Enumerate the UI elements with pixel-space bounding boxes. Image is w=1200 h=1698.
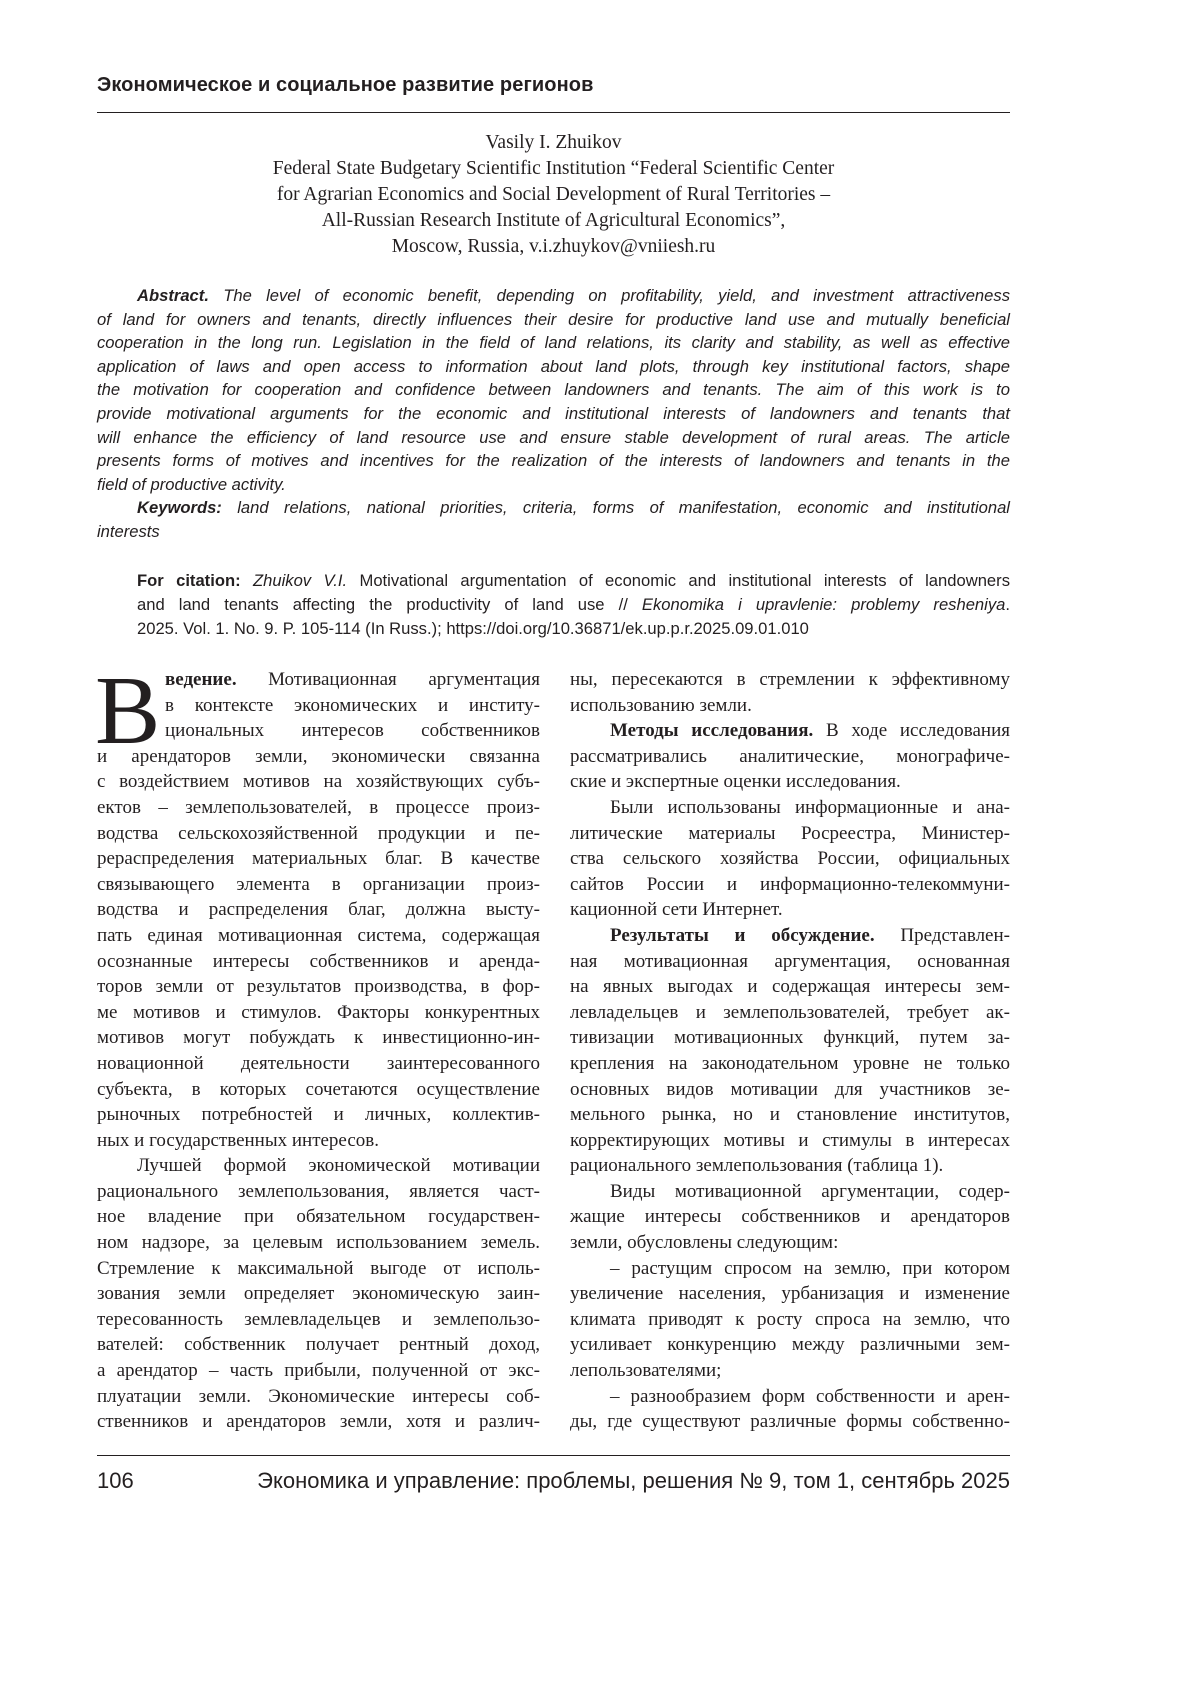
header-rule — [97, 112, 1010, 113]
text-run: ны, пересекаются в стремлении к эффективному — [570, 669, 1010, 690]
text-line — [570, 872, 1010, 898]
text-run: Мотивационная аргументация — [236, 669, 540, 690]
text-run: ственников и арендаторов земли, хотя и различ- — [97, 1411, 540, 1433]
text-run: application of laws and open access to information about land plots, through key institutional factors, shape — [97, 356, 1010, 376]
text-run: – разнообразием форм собственности и арен- — [610, 1385, 1010, 1407]
text-line — [97, 1077, 540, 1103]
text-line — [570, 846, 1010, 872]
text-line — [97, 1256, 540, 1282]
text-run: Лучшей формой экономической мотивации — [137, 1155, 540, 1177]
text-run: увеличение населения, урбанизация и изменение — [570, 1283, 1010, 1305]
text-run: зования земли определяет экономическую заин- — [97, 1283, 540, 1305]
text-line — [97, 1281, 540, 1307]
text-line — [137, 617, 1010, 641]
text-run: с воздействием мотивов на хозяйствующих субъ- — [97, 771, 540, 793]
text-line — [97, 284, 1010, 308]
text-line — [570, 1179, 1010, 1205]
text-line — [97, 1384, 540, 1410]
footer-rule — [97, 1455, 1010, 1456]
text-line — [97, 473, 1010, 497]
text-line — [97, 520, 1010, 544]
text-line — [570, 1384, 1010, 1410]
text-run: cooperation in the long run. Legislation in the field of land relations, its clarity and stability, as well as effective — [97, 333, 1010, 353]
text-run: использованию земли. — [570, 694, 752, 716]
text-line — [97, 1051, 540, 1077]
text-run: will enhance the efficiency of land resource use and ensure stable development of rural areas. The article — [97, 427, 1010, 447]
page-number: 106 — [97, 1468, 134, 1493]
text-line — [97, 1332, 540, 1358]
text-run: торов земли от результатов производства, в фор- — [97, 976, 540, 998]
text-line — [97, 1409, 540, 1435]
text-run: связывающего элемента в организации произ- — [97, 873, 540, 895]
author-block — [97, 130, 1010, 260]
text-line — [570, 693, 1010, 719]
text-run: плуатации земли. Экономические интересы соб- — [97, 1385, 540, 1407]
text-run: осознанные интересы собственников и аренда- — [97, 950, 540, 972]
text-line — [97, 449, 1010, 473]
text-line — [137, 569, 1010, 593]
text-run: мельного рынка, но и становление институтов, — [570, 1104, 1010, 1126]
text-run: Виды мотивационной аргументации, содер- — [610, 1180, 1010, 1202]
text-run: пать единая мотивационная система, содержащая — [97, 924, 540, 946]
text-run: 2025. Vol. 1. No. 9. P. 105-114 (In Russ.); https://doi.org/10.36871/ek.up.p.r.2025.09.01.010 — [137, 619, 809, 638]
text-run: Motivational argumentation of economic and institutional interests of landowners — [347, 571, 1010, 590]
text-run: The level of economic benefit, depending on profitability, yield, and investment attractiveness — [208, 286, 1010, 305]
text-run: левладельцев и землепользователей, требует ак- — [570, 1001, 1010, 1023]
text-run: ме мотивов и стимулов. Факторы конкурентных — [97, 1001, 540, 1023]
text-line — [570, 1102, 1010, 1128]
drop-cap: В — [95, 657, 161, 765]
text-line — [570, 744, 1010, 770]
text-run: тересованность землевладельцев и землепользо- — [97, 1308, 540, 1330]
text-run: и арендаторов земли, экономически связанна — [97, 745, 540, 767]
text-run: ства сельского хозяйства России, официальных — [570, 848, 1010, 870]
text-run: корректирующих мотивы и стимулы в интересах — [570, 1129, 1010, 1151]
text-run: provide motivational arguments for the economic and institutional interests of landowners and tenants that — [97, 403, 1010, 423]
text-run: and land tenants affecting the productivity of land use // — [137, 595, 642, 614]
citation — [137, 569, 1010, 641]
text-run: тивизации мотивационных функций, путем за- — [570, 1027, 1010, 1049]
text-line — [570, 897, 1010, 923]
text-run: ские и экспертные оценки исследования. — [570, 771, 901, 793]
text-line — [97, 872, 540, 898]
text-run: field of productive activity. — [97, 474, 286, 494]
text-line — [570, 923, 1010, 949]
text-line — [97, 1230, 540, 1256]
text-run: мотивов могут побуждать к инвестиционно-ин- — [97, 1027, 540, 1049]
text-run: водства сельскохозяйственной продукции и пе- — [97, 822, 540, 844]
text-run: ды, где существуют различные формы собственно- — [570, 1411, 1010, 1433]
text-run: Стремление к максимальной выгоде от исполь- — [97, 1257, 540, 1279]
text-run: ная мотивационная аргументация, основанная — [570, 950, 1010, 972]
text-run: жащие интересы собственников и арендаторов — [570, 1206, 1010, 1228]
author-location-email: Moscow, Russia, v.i.zhuykov@vniiesh.ru — [391, 236, 716, 257]
text-line — [570, 1204, 1010, 1230]
text-run: . — [1005, 595, 1010, 614]
bold-run: Keywords: — [137, 498, 222, 518]
text-line — [97, 821, 540, 847]
text-line — [97, 1179, 540, 1205]
text-run: Представлен- — [874, 924, 1010, 946]
text-line — [97, 402, 1010, 426]
text-line — [570, 718, 1010, 744]
body-column-right — [570, 667, 1010, 1435]
bold-run: ведение. — [165, 669, 237, 690]
text-run: presents forms of motives and incentives for the realization of the interests of landowners and tenants in the — [97, 451, 1010, 471]
journal-footer: Экономика и управление: проблемы, решения № 9, том 1, сентябрь 2025 — [257, 1468, 1010, 1493]
text-line — [97, 308, 1010, 332]
text-line — [97, 795, 540, 821]
text-line — [570, 1256, 1010, 1282]
text-line — [570, 1307, 1010, 1333]
text-line — [570, 1051, 1010, 1077]
body-column-left — [97, 667, 540, 1435]
text-line — [97, 769, 540, 795]
text-run: кационной сети Интернет. — [570, 899, 783, 921]
text-run: рераспределения материальных благ. В качестве — [97, 848, 540, 870]
text-line — [570, 1025, 1010, 1051]
text-line — [97, 693, 540, 719]
text-run: крепления на законодательном уровне не только — [570, 1052, 1010, 1074]
text-line — [570, 949, 1010, 975]
text-run: земли, обусловлены следующим: — [570, 1232, 839, 1254]
text-run: рассматривались аналитические, монографиче- — [570, 745, 1010, 767]
abstract — [97, 284, 1010, 544]
text-run: основных видов мотивации для участников зе- — [570, 1078, 1010, 1100]
text-line — [97, 1358, 540, 1384]
text-run: ное владение при обязательном государствен- — [97, 1206, 540, 1228]
italic-run: Ekonomika i upravlenie: problemy resheniya — [641, 595, 1006, 614]
bold-run: Abstract. — [137, 286, 209, 305]
text-line — [570, 1153, 1010, 1179]
text-line — [97, 974, 540, 1000]
text-line — [570, 1332, 1010, 1358]
affiliation-line: All-Russian Research Institute of Agricultural Economics”, — [321, 210, 786, 231]
text-run: на явных выгодах и содержащая интересы зем- — [570, 976, 1010, 998]
text-line — [97, 1102, 540, 1128]
text-run: ектов – землепользователей, в процессе произ- — [97, 796, 540, 818]
text-run: новационной деятельности заинтересованного — [97, 1052, 540, 1074]
text-line — [97, 378, 1010, 402]
text-run: в контексте экономических и институ- — [165, 694, 540, 716]
text-line — [97, 718, 540, 744]
running-head: Экономическое и социальное развитие регионов — [97, 74, 594, 96]
text-line — [570, 1281, 1010, 1307]
affiliation-line: Federal State Budgetary Scientific Institution “Federal Scientific Center — [272, 158, 835, 179]
text-run: the motivation for cooperation and confidence between landowners and tenants. The aim of this work is to — [97, 380, 1010, 400]
text-run: вателей: собственник получает рентный доход, — [97, 1334, 540, 1356]
text-line — [570, 1000, 1010, 1026]
italic-run: Zhuikov V.I. — [253, 571, 348, 590]
text-line — [97, 1307, 540, 1333]
text-run: Были использованы информационные и ана- — [610, 796, 1010, 818]
text-line — [97, 496, 1010, 520]
text-line — [97, 1025, 540, 1051]
text-line — [137, 593, 1010, 617]
bold-run: For citation: — [137, 571, 241, 590]
text-run: циональных интересов собственников — [165, 720, 540, 742]
text-run: водства и распределения благ, должна высту- — [97, 899, 540, 921]
text-run: В ходе исследования — [813, 720, 1010, 742]
text-line — [97, 1000, 540, 1026]
text-line — [97, 744, 540, 770]
text-line — [570, 821, 1010, 847]
text-run: субъекта, в которых сочетаются осуществление — [97, 1078, 540, 1100]
text-run: land relations, national priorities, criteria, forms of manifestation, economic and institutional — [221, 498, 1010, 518]
text-line — [570, 667, 1010, 693]
affiliation-line: for Agrarian Economics and Social Development of Rural Territories – — [276, 184, 831, 205]
text-run: а арендатор – часть прибыли, полученной от экс- — [97, 1360, 540, 1382]
bold-run: Результаты и обсуждение. — [610, 924, 875, 946]
text-run: усиливает конкуренцию между различными зем- — [570, 1334, 1010, 1356]
text-line — [570, 795, 1010, 821]
text-run: interests — [97, 521, 160, 541]
text-line — [570, 1230, 1010, 1256]
text-run: рационального землепользования, является част- — [97, 1180, 540, 1202]
text-run: сайтов России и информационно-телекоммуни- — [570, 873, 1010, 895]
text-run: литические материалы Росреестра, Министер- — [570, 822, 1010, 844]
text-run: of land for owners and tenants, directly influences their desire for productive land use and mutually beneficial — [97, 309, 1010, 329]
text-line — [97, 1153, 540, 1179]
text-line — [97, 426, 1010, 450]
text-line — [570, 1409, 1010, 1435]
text-line — [570, 974, 1010, 1000]
bold-run: Методы исследования. — [610, 720, 814, 742]
text-line — [97, 897, 540, 923]
text-run: лепользователями; — [570, 1360, 722, 1382]
text-line — [570, 1077, 1010, 1103]
text-run: рыночных потребностей и личных, коллектив- — [97, 1104, 540, 1126]
text-line — [570, 769, 1010, 795]
text-line — [97, 1128, 540, 1154]
text-line — [97, 331, 1010, 355]
text-run: рационального землепользования (таблица 1). — [570, 1155, 944, 1177]
author-name: Vasily I. Zhuikov — [485, 132, 622, 153]
text-run — [241, 571, 253, 590]
text-run: ном надзоре, за целевым использованием земель. — [97, 1232, 540, 1254]
text-run: – растущим спросом на землю, при котором — [610, 1257, 1010, 1279]
text-line — [97, 923, 540, 949]
text-line — [97, 846, 540, 872]
text-line — [97, 355, 1010, 379]
text-line — [97, 949, 540, 975]
text-run: ных и государственных интересов. — [97, 1129, 379, 1151]
text-run: климата приводят к росту спроса на землю, что — [570, 1308, 1010, 1330]
text-line — [97, 1204, 540, 1230]
text-line — [97, 667, 540, 693]
text-line — [570, 1128, 1010, 1154]
text-line — [570, 1358, 1010, 1384]
